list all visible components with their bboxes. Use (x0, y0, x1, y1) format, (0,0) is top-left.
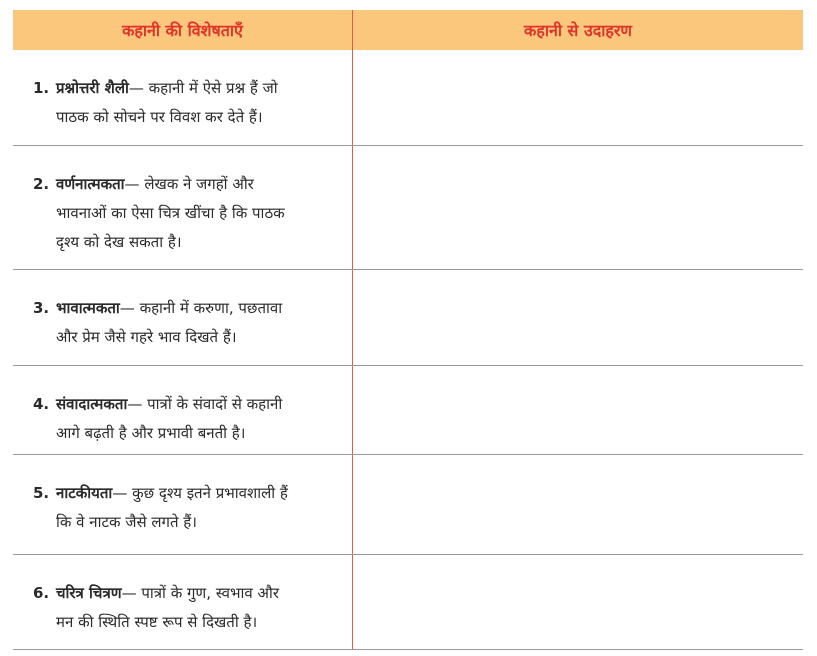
table-row (13, 146, 803, 270)
table-body (13, 50, 803, 650)
table-row (13, 555, 803, 650)
feature-cell (13, 366, 353, 454)
feature-title: संवादात्मकता (56, 395, 128, 413)
features-table (13, 10, 803, 650)
row-number: 6. (33, 584, 50, 602)
header-examples: कहानी से उदाहरण (524, 21, 632, 40)
feature-desc-line: आगे बढ़ती है और प्रभावी बनती है। (56, 424, 246, 442)
feature-cell (13, 50, 353, 145)
example-cell[interactable] (353, 270, 803, 365)
feature-desc-line: मन की स्थिति स्पष्ट रूप से दिखती है। (56, 613, 258, 631)
row-number: 3. (33, 299, 50, 317)
feature-title: भावात्मकता (56, 299, 120, 317)
table-header (13, 10, 803, 50)
feature-desc: — कहानी में ऐसे प्रश्न हैं जो (128, 79, 278, 97)
feature-title: नाटकीयता (56, 484, 113, 502)
feature-cell (13, 146, 353, 269)
example-cell[interactable] (353, 50, 803, 145)
feature-title: प्रश्नोत्तरी शैली (56, 79, 129, 97)
feature-title: वर्णनात्मकता (56, 175, 125, 193)
feature-desc: — कुछ दृश्य इतने प्रभावशाली हैं (112, 484, 288, 502)
table-row (13, 455, 803, 555)
table-row (13, 270, 803, 366)
feature-desc-line: पाठक को सोचने पर विवश कर देते हैं। (56, 108, 263, 126)
row-number: 4. (33, 395, 50, 413)
feature-title: चरित्र चित्रण (56, 584, 122, 602)
feature-desc: — लेखक ने जगहों और (124, 175, 254, 193)
feature-cell (13, 270, 353, 365)
example-cell[interactable] (353, 455, 803, 554)
feature-desc-line: दृश्य को देख सकता है। (56, 233, 182, 251)
row-number: 2. (33, 175, 50, 193)
example-cell[interactable] (353, 146, 803, 269)
example-cell[interactable] (353, 555, 803, 649)
feature-cell (13, 555, 353, 649)
row-number: 5. (33, 484, 50, 502)
feature-cell (13, 455, 353, 554)
header-features: कहानी की विशेषताएँ (13, 10, 353, 50)
feature-desc: — पात्रों के गुण, स्वभाव और (121, 584, 280, 602)
feature-desc-line: और प्रेम जैसे गहरे भाव दिखते हैं। (56, 328, 237, 346)
example-cell[interactable] (353, 366, 803, 454)
feature-desc-line: कि वे नाटक जैसे लगते हैं। (56, 513, 197, 531)
table-row (13, 366, 803, 455)
feature-desc: — पात्रों के संवादों से कहानी (127, 395, 283, 413)
feature-desc-line: भावनाओं का ऐसा चित्र खींचा है कि पाठक (56, 204, 285, 222)
feature-desc: — कहानी में करुणा, पछतावा (119, 299, 283, 317)
table-row (13, 50, 803, 146)
row-number: 1. (33, 79, 50, 97)
